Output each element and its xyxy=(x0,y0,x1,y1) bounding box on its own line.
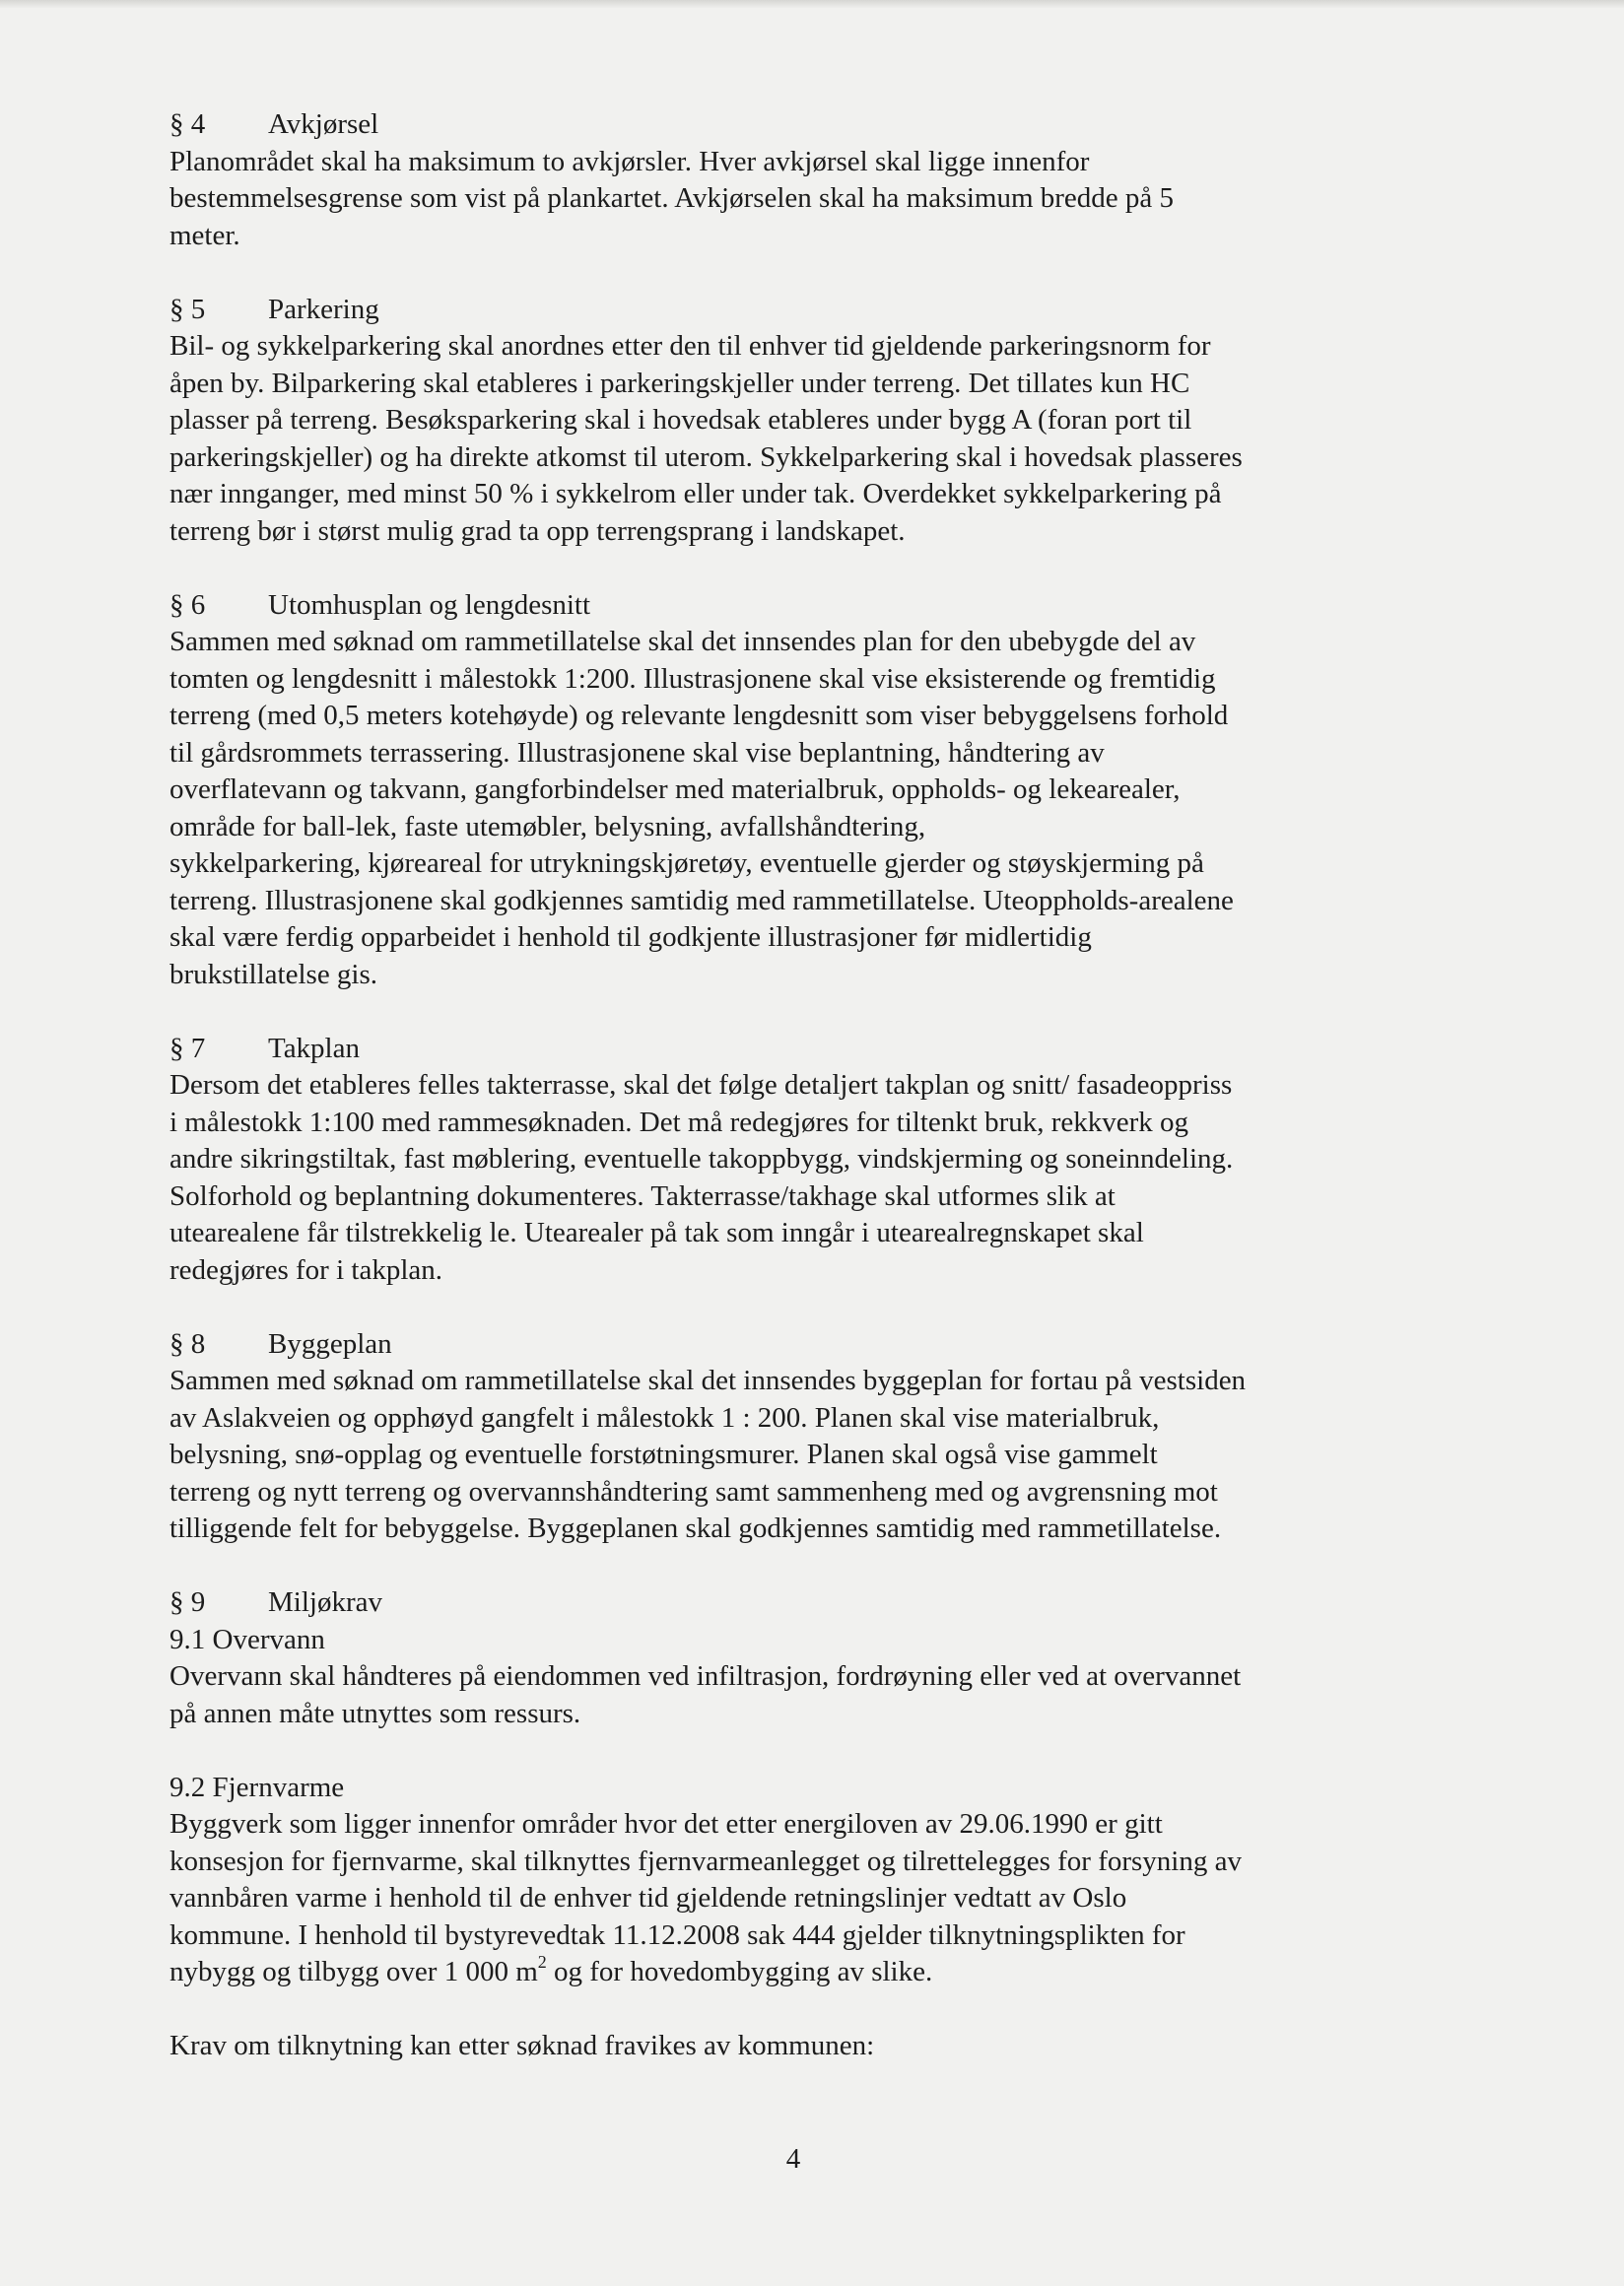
section-title: Miljøkrav xyxy=(268,1586,382,1618)
paragraph-line: utearealene får tilstrekkelig le. Utearealer på tak som inngår i utearealregnskapet skal xyxy=(169,1217,1144,1248)
paragraph-line: Solforhold og beplantning dokumenteres. Takterrasse/takhage skal utformes slik at xyxy=(169,1179,1116,1212)
paragraph-line: Planområdet skal ha maksimum to avkjørsler. Hver avkjørsel skal ligge innenfor xyxy=(169,145,1090,177)
paragraph-line: Overvann skal håndteres på eiendommen ved infiltrasjon, fordrøyning eller ved at overvannet xyxy=(169,1660,1242,1692)
page-number: 4 xyxy=(785,2143,801,2175)
paragraph-line: overflatevann og takvann, gangforbindelser med materialbruk, oppholds- og lekearealer, xyxy=(169,773,1181,805)
paragraph-line: terreng. Illustrasjonene skal godkjennes samtidig med rammetillatelse. Uteoppholds-arealene xyxy=(169,884,1234,916)
section-heading xyxy=(169,1584,1451,1622)
line-text: nybygg og tilbygg over 1 000 m xyxy=(169,1956,538,1987)
paragraph-line: terreng (med 0,5 meters kotehøyde) og relevante lengdesnitt som viser bebyggelsens forhold xyxy=(169,700,1229,731)
paragraph-line: sykkelparkering, kjøreareal for utrykningskjøretøy, eventuelle gjerder og støyskjerming på xyxy=(169,847,1204,879)
paragraph-line: område for ball-lek, faste utemøbler, belysning, avfallshåndtering, xyxy=(169,810,926,842)
paragraph-line: parkeringskjeller) og ha direkte atkomst til uterom. Sykkelparkering skal i hovedsak plasseres xyxy=(169,440,1243,473)
paragraph-line: bestemmelsesgrense som vist på plankartet. Avkjørselen skal ha maksimum bredde på 5 xyxy=(169,182,1175,214)
paragraph-line: skal være ferdig opparbeidet i henhold til godkjente illustrasjoner før midlertidig xyxy=(169,921,1092,953)
paragraph-line: Dersom det etableres felles takterrasse, skal det følge detaljert takplan og snitt/ fasadeoppriss xyxy=(169,1069,1233,1101)
paragraph-line: plasser på terreng. Besøksparkering skal i hovedsak etableres under bygg A (foran port til xyxy=(169,404,1192,436)
paragraph-line: Sammen med søknad om rammetillatelse skal det innsendes plan for den ubebygde del av xyxy=(169,626,1196,657)
section-8 xyxy=(169,1326,1451,1548)
paragraph-line: tilliggende felt for bebyggelse. Byggeplanen skal godkjennes samtidig med rammetillatelse. xyxy=(169,1513,1222,1544)
section-4 xyxy=(169,106,1451,254)
paragraph-line: åpen by. Bilparkering skal etableres i parkeringskjeller under terreng. Det tillates kun HC xyxy=(169,367,1190,399)
final-line: Krav om tilknytning kan etter søknad fravikes av kommunen: xyxy=(169,2030,875,2061)
paragraph-line: belysning, snø-opplag og eventuelle forstøtningsmurer. Planen skal også vise gammelt xyxy=(169,1439,1158,1470)
subsection-title: 9.2 Fjernvarme xyxy=(169,1771,345,1803)
section-5 xyxy=(169,292,1451,551)
section-7 xyxy=(169,1031,1451,1290)
paragraph-line: nær innganger, med minst 50 % i sykkelrom eller under tak. Overdekket sykkelparkering på xyxy=(169,478,1222,509)
section-title: Byggeplan xyxy=(268,1327,392,1360)
paragraph-line: terreng og nytt terreng og overvannshåndtering samt sammenheng med og avgrensning mot xyxy=(169,1475,1218,1508)
section-symbol: § 5 xyxy=(169,293,206,325)
paragraph-line: vannbåren varme i henhold til de enhver tid gjeldende retningslinjer vedtatt av Oslo xyxy=(169,1882,1127,1914)
section-symbol: § 7 xyxy=(169,1032,206,1064)
section-heading xyxy=(169,587,1451,625)
section-symbol: § 4 xyxy=(169,108,206,140)
section-heading xyxy=(169,1031,1451,1068)
section-title: Takplan xyxy=(268,1032,360,1064)
paragraph-line: av Aslakveien og opphøyd gangfelt i målestokk 1 : 200. Planen skal vise materialbruk, xyxy=(169,1401,1160,1434)
section-heading xyxy=(169,106,1451,144)
paragraph-line: tomten og lengdesnitt i målestokk 1:200. Illustrasjonene skal vise eksisterende og fremtidig xyxy=(169,662,1216,695)
paragraph-line: redegjøres for i takplan. xyxy=(169,1253,443,1286)
section-title: Utomhusplan og lengdesnitt xyxy=(268,588,591,621)
paragraph-line: i målestokk 1:100 med rammesøknaden. Det må redegjøres for tiltenkt bruk, rekkverk og xyxy=(169,1106,1189,1138)
paragraph-line: til gårdsrommets terrassering. Illustrasjonene skal vise beplantning, håndtering av xyxy=(169,736,1105,769)
paragraph-line: konsesjon for fjernvarme, skal tilknyttes fjernvarmeanlegget og tilrettelegges for forsyning av xyxy=(169,1845,1242,1877)
paragraph-line: Byggverk som ligger innenfor områder hvor det etter energiloven av 29.06.1990 er gitt xyxy=(169,1808,1163,1840)
scan-edge xyxy=(0,0,1624,8)
section-9 xyxy=(169,1584,1451,2065)
paragraph-line: kommune. I henhold til bystyrevedtak 11.12.2008 sak 444 gjelder tilknytningsplikten for xyxy=(169,1918,1185,1951)
line-text: og for hovedombygging av slike. xyxy=(546,1956,933,1987)
paragraph-line: på annen måte utnyttes som ressurs. xyxy=(169,1697,581,1729)
paragraph-line: andre sikringstiltak, fast møblering, eventuelle takoppbygg, vindskjerming og soneinndeling. xyxy=(169,1143,1234,1175)
section-symbol: § 9 xyxy=(169,1586,206,1618)
section-6 xyxy=(169,587,1451,994)
section-heading xyxy=(169,1326,1451,1364)
subsection-title: 9.1 Overvann xyxy=(169,1623,325,1655)
paragraph-line: Sammen med søknad om rammetillatelse skal det innsendes byggeplan for fortau på vestsiden xyxy=(169,1365,1247,1396)
paragraph-line: brukstillatelse gis. xyxy=(169,958,378,990)
paragraph-line xyxy=(169,1954,1451,1991)
paragraph-line: meter. xyxy=(169,219,240,251)
section-symbol: § 6 xyxy=(169,588,206,621)
section-symbol: § 8 xyxy=(169,1327,206,1360)
section-title: Parkering xyxy=(268,293,379,325)
superscript: 2 xyxy=(537,1952,547,1973)
paragraph-line: terreng bør i størst mulig grad ta opp terrengsprang i landskapet. xyxy=(169,514,906,547)
document-body xyxy=(169,106,1451,2065)
section-heading xyxy=(169,292,1451,329)
paragraph-line: Bil- og sykkelparkering skal anordnes etter den til enhver tid gjeldende parkeringsnorm for xyxy=(169,330,1211,362)
section-title: Avkjørsel xyxy=(268,108,379,140)
